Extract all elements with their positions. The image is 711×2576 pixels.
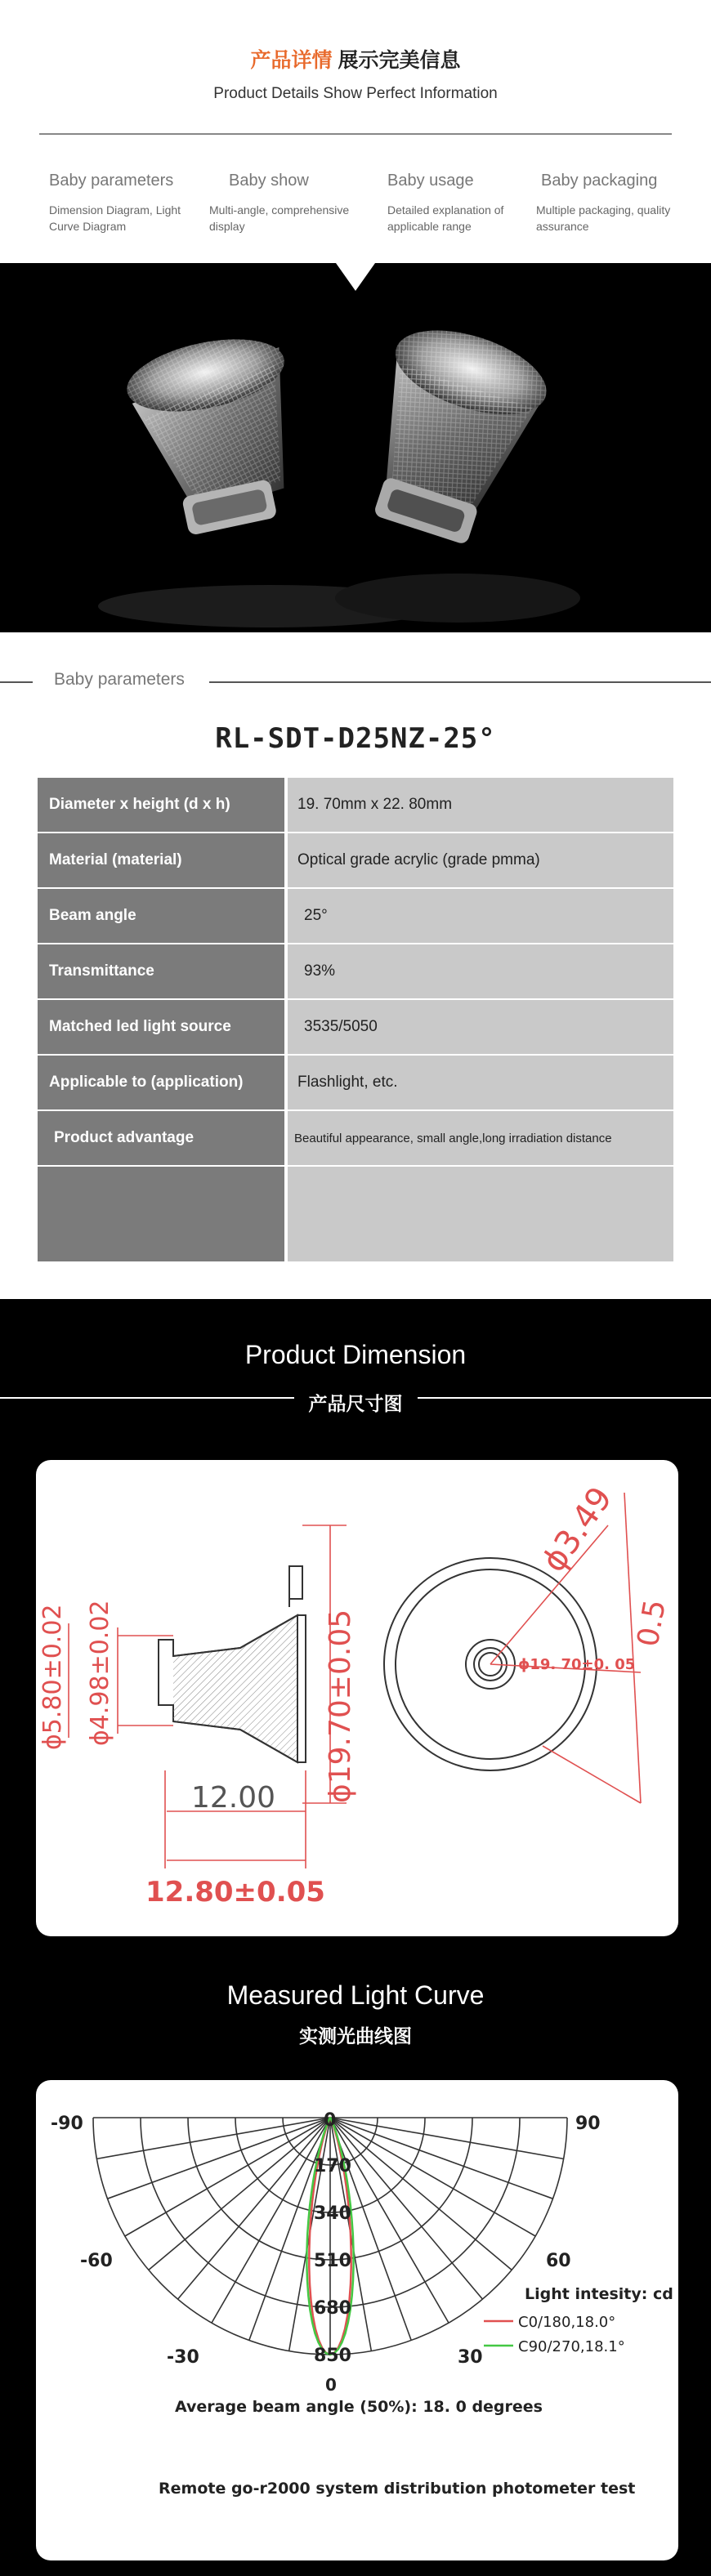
nav-item-desc: Multiple packaging, quality assurance	[536, 203, 671, 233]
detail-nav	[0, 172, 711, 261]
param-value: 19. 70mm x 22. 80mm	[288, 778, 673, 832]
product-photo	[0, 263, 711, 632]
dim-label-w1: 12.00	[191, 1781, 276, 1815]
header-divider	[39, 133, 672, 135]
angle-label-right: 90	[575, 2114, 601, 2134]
nav-item-title: Baby usage	[387, 172, 474, 190]
dimension-title-cn: 产品尺寸图	[294, 1389, 418, 1416]
table-row	[38, 944, 673, 1000]
ring-label: 680	[314, 2298, 351, 2319]
param-key: Applicable to (application)	[38, 1056, 288, 1109]
param-key: Diameter x height (d x h)	[38, 778, 288, 832]
dim-label-d2: ϕ4.98±0.02	[86, 1600, 114, 1746]
nav-item-show[interactable]	[209, 172, 373, 234]
section-heading-parameters	[0, 668, 711, 696]
param-key	[38, 1167, 288, 1261]
beam-angle-note: Average beam angle (50%): 18. 0 degrees	[175, 2398, 543, 2416]
param-key: Product advantage	[38, 1111, 288, 1165]
dim-label-d1: ϕ5.80±0.02	[38, 1604, 67, 1750]
angle-label-top: 0	[324, 2110, 337, 2131]
parameter-table	[38, 775, 673, 1263]
dimension-drawing-card	[36, 1460, 678, 1936]
title-rest: 展示完美信息	[338, 49, 461, 72]
nav-item-title: Baby parameters	[49, 172, 174, 190]
dimension-title-en: Product Dimension	[244, 1340, 467, 1369]
light-curve-title-en: Measured Light Curve	[226, 1980, 485, 2010]
nav-item-title: Baby packaging	[541, 172, 658, 190]
dim-label-d3: ϕ19.70±0.05	[324, 1609, 357, 1803]
angle-label-l30: -30	[167, 2347, 199, 2368]
legend-title: Light intesity: cd	[525, 2285, 673, 2303]
light-curve-diagram	[36, 2080, 678, 2560]
legend-series-c0: C0/180,18.0°	[518, 2314, 616, 2331]
lens-photo-illustration	[0, 263, 711, 632]
param-key: Material (material)	[38, 833, 288, 887]
legend-series-c90: C90/270,18.1°	[518, 2338, 625, 2355]
heading-rule-left	[0, 681, 33, 683]
param-value: Flashlight, etc.	[288, 1056, 673, 1109]
param-value: 93%	[288, 944, 673, 998]
param-value	[288, 1167, 673, 1261]
angle-label-left: -90	[51, 2114, 83, 2134]
nav-item-desc: Multi-angle, comprehensive display	[209, 203, 350, 233]
dim-label-r3: 0.5	[631, 1597, 673, 1650]
param-value: Beautiful appearance, small angle,long irradiation distance	[288, 1111, 673, 1165]
section-notch	[336, 263, 375, 291]
nav-item-packaging[interactable]	[536, 172, 691, 234]
heading-rule-right	[209, 681, 711, 683]
angle-label-l60: -60	[80, 2251, 113, 2271]
param-key: Transmittance	[38, 944, 288, 998]
table-row	[38, 778, 673, 833]
table-row	[38, 833, 673, 889]
light-curve-title-cn: 实测光曲线图	[299, 2025, 412, 2047]
light-curve-card	[36, 2080, 678, 2560]
param-value: 25°	[288, 889, 673, 943]
table-row	[38, 1000, 673, 1056]
right-lens	[345, 314, 557, 554]
param-value: Optical grade acrylic (grade pmma)	[288, 833, 673, 887]
section-heading-text: Baby parameters	[54, 670, 185, 689]
param-key: Beam angle	[38, 889, 288, 943]
param-key: Matched led light source	[38, 1000, 288, 1054]
nav-item-parameters[interactable]	[49, 172, 212, 234]
table-row	[38, 1167, 673, 1263]
photometer-note: Remote go-r2000 system distribution photometer test	[159, 2480, 636, 2498]
dim-label-r1: ϕ3.49	[534, 1480, 620, 1579]
angle-label-r30: 30	[458, 2347, 483, 2368]
title-accent: 产品详情	[250, 49, 333, 72]
dim-label-w2: 12.80±0.05	[145, 1876, 325, 1909]
page-subtitle: Product Details Show Perfect Information	[213, 85, 498, 102]
nav-item-usage[interactable]	[387, 172, 526, 234]
ring-label: 850	[314, 2346, 351, 2366]
table-row	[38, 889, 673, 944]
nav-item-desc: Detailed explanation of applicable range	[387, 203, 504, 233]
table-row	[38, 1111, 673, 1167]
ring-label: 510	[314, 2251, 351, 2271]
nav-item-desc: Dimension Diagram, Light Curve Diagram	[49, 203, 181, 233]
product-model: RL-SDT-D25NZ-25°	[215, 722, 496, 755]
table-row	[38, 1056, 673, 1111]
ring-label: 170	[314, 2156, 351, 2176]
page-title	[0, 44, 711, 74]
param-value: 3535/5050	[288, 1000, 673, 1054]
dimension-drawing	[36, 1460, 678, 1936]
angle-label-bottom: 0	[325, 2375, 337, 2395]
dim-label-r2: ϕ19. 70±0. 05	[518, 1656, 636, 1673]
angle-label-r60: 60	[546, 2251, 571, 2271]
dimension-title-cn-wrap	[0, 1389, 711, 1416]
page-header	[0, 0, 711, 147]
left-lens	[120, 327, 315, 542]
nav-item-title: Baby show	[229, 172, 309, 190]
ring-label: 340	[314, 2203, 351, 2224]
